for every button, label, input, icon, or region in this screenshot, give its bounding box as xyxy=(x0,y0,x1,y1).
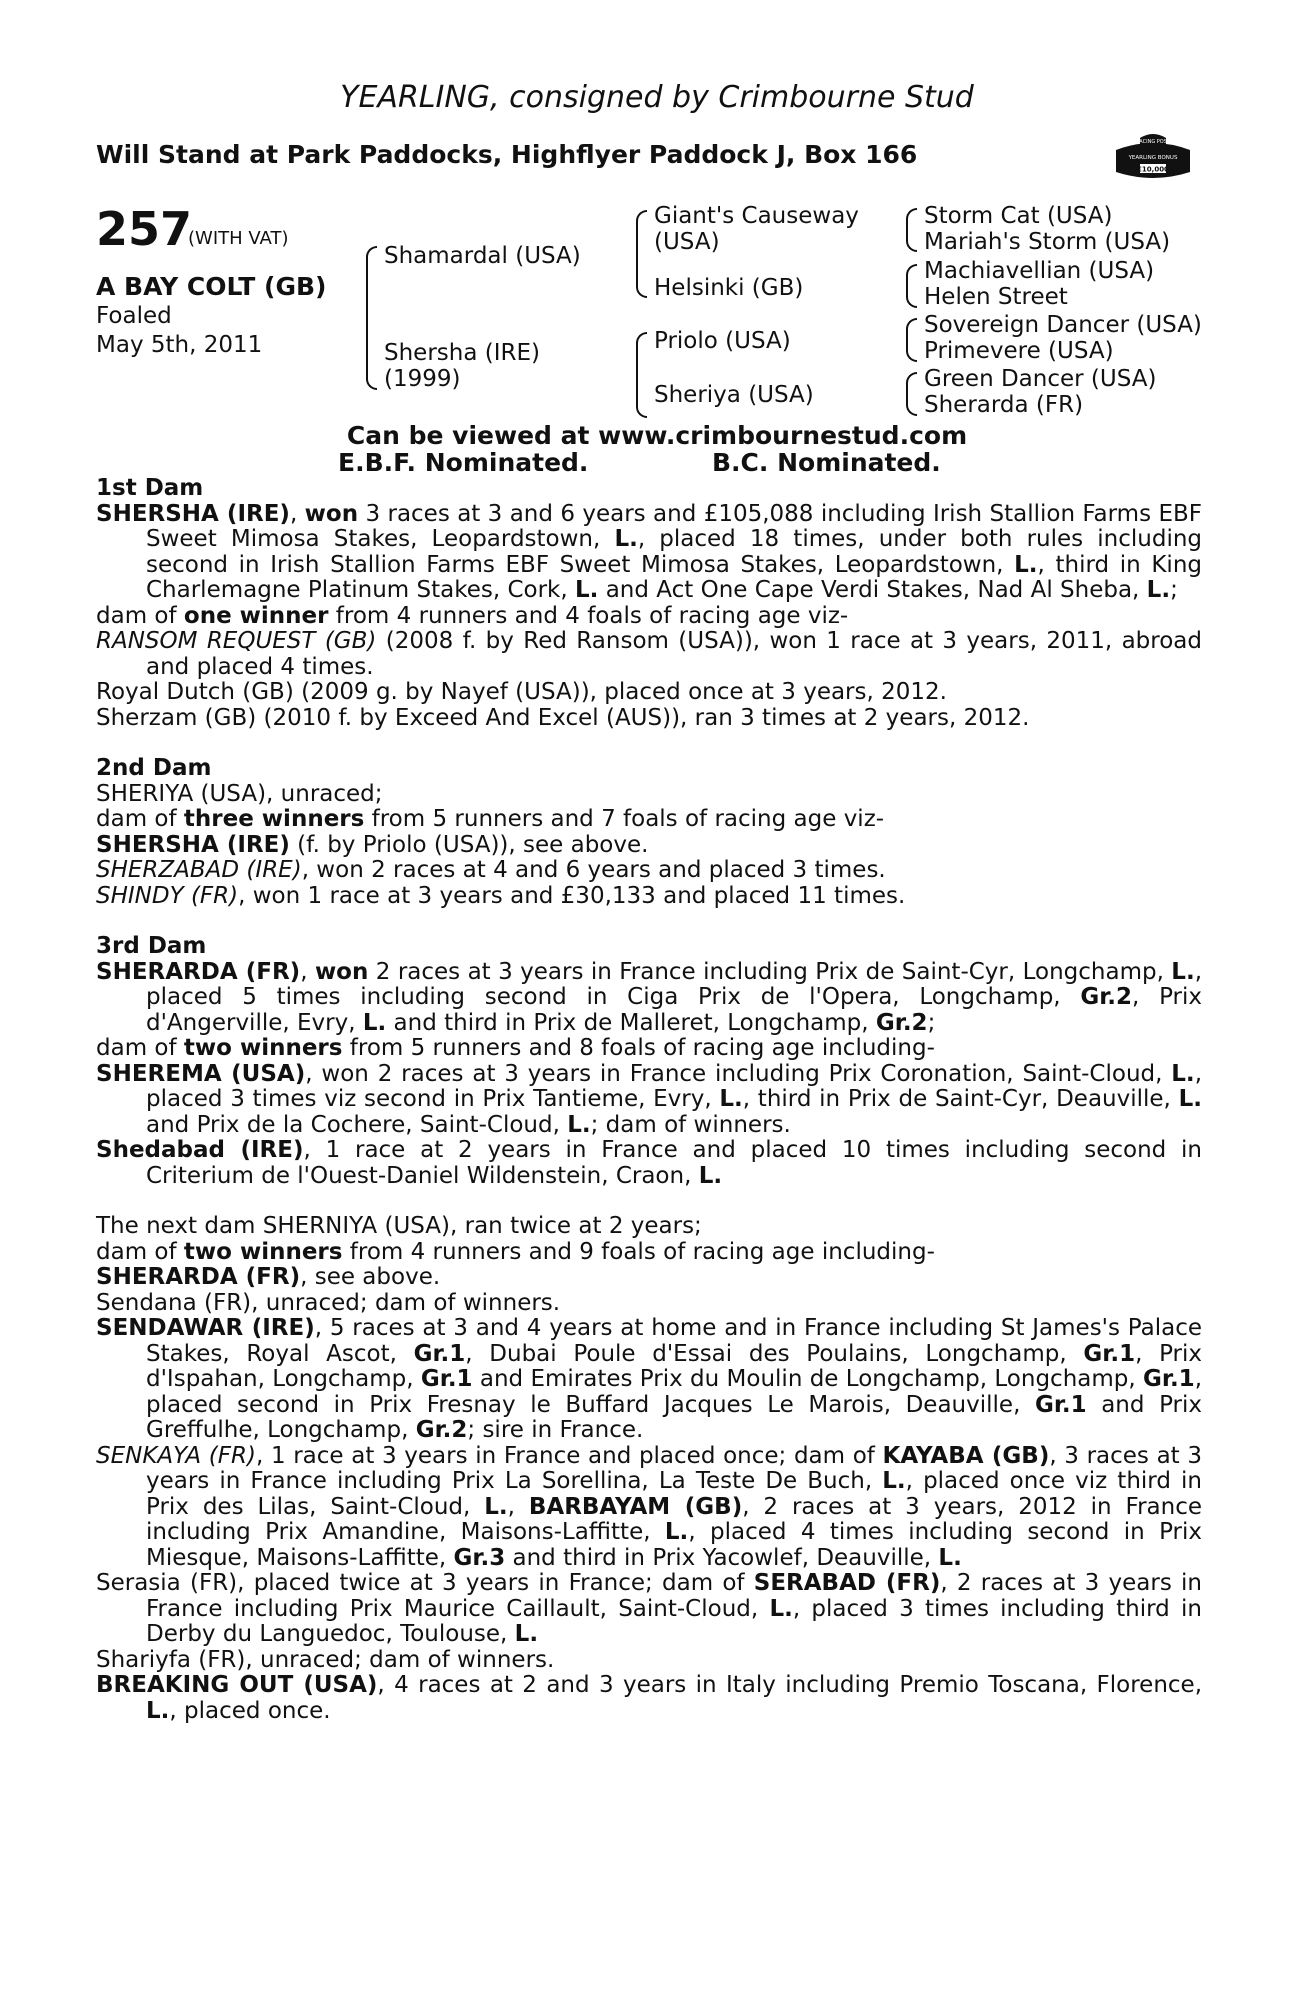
produce-serasia: Serasia (FR), placed twice at 3 years in France; dam of SERABAD (FR), 2 races at 3 years in France including Prix Maurice Caillault, Saint-Cloud, L., placed 3 times including third in Derby du Languedoc, Toulouse, L. xyxy=(96,1570,1202,1647)
brace-g3 xyxy=(906,318,917,362)
pedigree-dam-sire: Priolo (USA) xyxy=(654,328,791,354)
third-dam-heading: 3rd Dam xyxy=(96,933,207,959)
pedigree-dds: Green Dancer (USA) xyxy=(924,366,1157,392)
svg-text:RACING POST: RACING POST xyxy=(1136,139,1170,145)
first-dam-heading: 1st Dam xyxy=(96,475,204,501)
produce-royal-dutch: Royal Dutch (GB) (2009 g. by Nayef (USA)), placed once at 3 years, 2012. xyxy=(96,679,947,705)
produce-shindy: SHINDY (FR), won 1 race at 3 years and £30,133 and placed 11 times. xyxy=(96,882,906,909)
produce-senkaya: SENKAYA (FR), 1 race at 3 years in France and placed once; dam of KAYABA (GB), 3 races at 3 years in France including Prix La Sorellina, La Teste De Buch, L., placed once viz third in Prix des Lilas, Saint-Cloud, L., BARBAYAM (GB), 2 races at 3 years, 2012 in France including Prix Amandine, Maisons-Laffitte, L., placed 4 times including second in Prix Miesque, Maisons-Laffitte, Gr.3 and third in Prix Yacowlef, Deauville, L. xyxy=(96,1442,1203,1571)
pedigree-sire-dam: Helsinki (GB) xyxy=(654,275,804,301)
dam-parents-brace xyxy=(636,332,647,418)
pedigree-ddd: Sherarda (FR) xyxy=(924,392,1084,418)
third-dam-section xyxy=(96,934,1202,1189)
brace-g1 xyxy=(906,208,917,252)
pedigree-sire-sire: Giant's Causeway xyxy=(654,203,859,229)
first-dam-section xyxy=(96,476,1202,731)
foaled-label: Foaled xyxy=(96,303,172,329)
vat-note: (WITH VAT) xyxy=(188,228,289,249)
fourth-dam-section xyxy=(96,1214,1202,1724)
first-dam-record: SHERSHA (IRE), won 3 races at 3 and 6 years and £105,088 including Irish Stallion Farms EBF Sweet Mimosa Stakes, Leopardstown, L., placed 18 times, under both rules including second in Irish Stallion Farms EBF Sweet Mimosa Stakes, Leopardstown, L., third in King Charlemagne Platinum Stakes, Cork, L. and Act One Cape Verdi Stakes, Nad Al Sheba, L.; xyxy=(96,500,1203,603)
pedigree-dam-year: (1999) xyxy=(384,366,461,392)
produce-shariyfa: Shariyfa (FR), unraced; dam of winners. xyxy=(96,1646,555,1673)
svg-text:£10,000: £10,000 xyxy=(1137,165,1169,174)
pedigree-dsd: Primevere (USA) xyxy=(924,338,1114,364)
second-dam-heading: 2nd Dam xyxy=(96,755,212,781)
pedigree-sire: Shamardal (USA) xyxy=(384,243,581,269)
viewing-note: Can be viewed at www.crimbournestud.com xyxy=(346,421,968,450)
produce-sherarda: SHERARDA (FR), see above. xyxy=(96,1264,441,1290)
brace-g2 xyxy=(906,264,917,308)
produce-sendawar: SENDAWAR (IRE), 5 races at 3 and 4 years at home and in France including St James's Palace Stakes, Royal Ascot, Gr.1, Dubai Poule d'Essai des Poulains, Longchamp, Gr.1, Prix d'Ispahan, Longchamp, Gr.1 and Emirates Prix du Moulin de Longchamp, Longchamp, Gr.1, placed second in Prix Fresnay le Buffard Jacques Le Marois, Deauville, Gr.1 and Prix Greffulhe, Longchamp, Gr.2; sire in France. xyxy=(96,1315,1202,1443)
pedigree-sire-sire-country: (USA) xyxy=(654,229,720,255)
ebf-note: E.B.F. Nominated. xyxy=(338,448,589,477)
foaled-date: May 5th, 2011 xyxy=(96,332,263,358)
produce-shedabad: Shedabad (IRE), 1 race at 2 years in France and placed 10 times including second in Criterium de l'Ouest-Daniel Wildenstein, Craon, L. xyxy=(96,1137,1202,1189)
second-dam-record: SHERIYA (USA), unraced; xyxy=(96,780,383,807)
sire-parents-brace xyxy=(636,210,647,298)
pedigree-ssd: Mariah's Storm (USA) xyxy=(924,229,1171,255)
produce-sherema: SHEREMA (USA), won 2 races at 3 years in France including Prix Coronation, Saint-Cloud, L., placed 3 times viz second in Prix Tantieme, Evry, L., third in Prix de Saint-Cyr, Deauville, L. and Prix de la Cochere, Saint-Cloud, L.; dam of winners. xyxy=(96,1060,1202,1138)
bc-note: B.C. Nominated. xyxy=(712,448,941,477)
third-dam-record: SHERARDA (FR), won 2 races at 3 years in France including Prix de Saint-Cyr, Longchamp, L., placed 5 times including second in Ciga Prix de l'Opera, Longchamp, Gr.2, Prix d'Angerville, Evry, L. and third in Prix de Malleret, Longchamp, Gr.2; xyxy=(96,958,1203,1036)
first-dam-produce-summary: dam of one winner from 4 runners and 4 foals of racing age viz- xyxy=(96,602,849,629)
second-dam-produce-summary: dam of three winners from 5 runners and 7 foals of racing age viz- xyxy=(96,806,885,832)
lot-number: 257 xyxy=(96,202,193,256)
produce-ransom-request: RANSOM REQUEST (GB) (2008 f. by Red Ransom (USA)), won 1 race at 3 years, 2011, abroad and placed 4 times. xyxy=(96,628,1202,680)
produce-sendana: Sendana (FR), unraced; dam of winners. xyxy=(96,1289,561,1316)
yearling-bonus-logo xyxy=(1112,128,1194,188)
fourth-dam-record: The next dam SHERNIYA (USA), ran twice at 2 years; xyxy=(96,1213,702,1239)
produce-sherzabad: SHERZABAD (IRE), won 2 races at 4 and 6 years and placed 3 times. xyxy=(96,857,886,883)
produce-shersha: SHERSHA (IRE) (f. by Priolo (USA)), see above. xyxy=(96,831,649,858)
sire-dam-brace xyxy=(366,246,377,390)
pedigree-sdd: Helen Street xyxy=(924,284,1068,310)
second-dam-section xyxy=(96,756,1202,909)
stand-location: Will Stand at Park Paddocks, Highflyer Paddock J, Box 166 xyxy=(96,140,918,169)
produce-breaking-out: BREAKING OUT (USA), 4 races at 2 and 3 years in Italy including Premio Toscana, Florence, L., placed once. xyxy=(96,1672,1203,1724)
pedigree-sss: Storm Cat (USA) xyxy=(924,203,1113,229)
pedigree-sds: Machiavellian (USA) xyxy=(924,258,1155,284)
foaled-info xyxy=(96,302,262,360)
fourth-dam-produce-summary: dam of two winners from 4 runners and 9 foals of racing age including- xyxy=(96,1238,935,1265)
page-title: YEARLING, consigned by Crimbourne Stud xyxy=(340,80,974,115)
brace-g4 xyxy=(906,372,917,416)
svg-text:YEARLING BONUS: YEARLING BONUS xyxy=(1128,155,1178,161)
produce-sherzam: Sherzam (GB) (2010 f. by Exceed And Excel (AUS)), ran 3 times at 2 years, 2012. xyxy=(96,704,1030,731)
lot-description: A BAY COLT (GB) xyxy=(96,272,327,301)
pedigree-dss: Sovereign Dancer (USA) xyxy=(924,312,1202,338)
pedigree-dam-dam: Sheriya (USA) xyxy=(654,382,814,408)
catalogue-body xyxy=(96,476,1202,1724)
pedigree-dam: Shersha (IRE) xyxy=(384,340,540,366)
third-dam-produce-summary: dam of two winners from 5 runners and 8 foals of racing age including- xyxy=(96,1035,935,1061)
